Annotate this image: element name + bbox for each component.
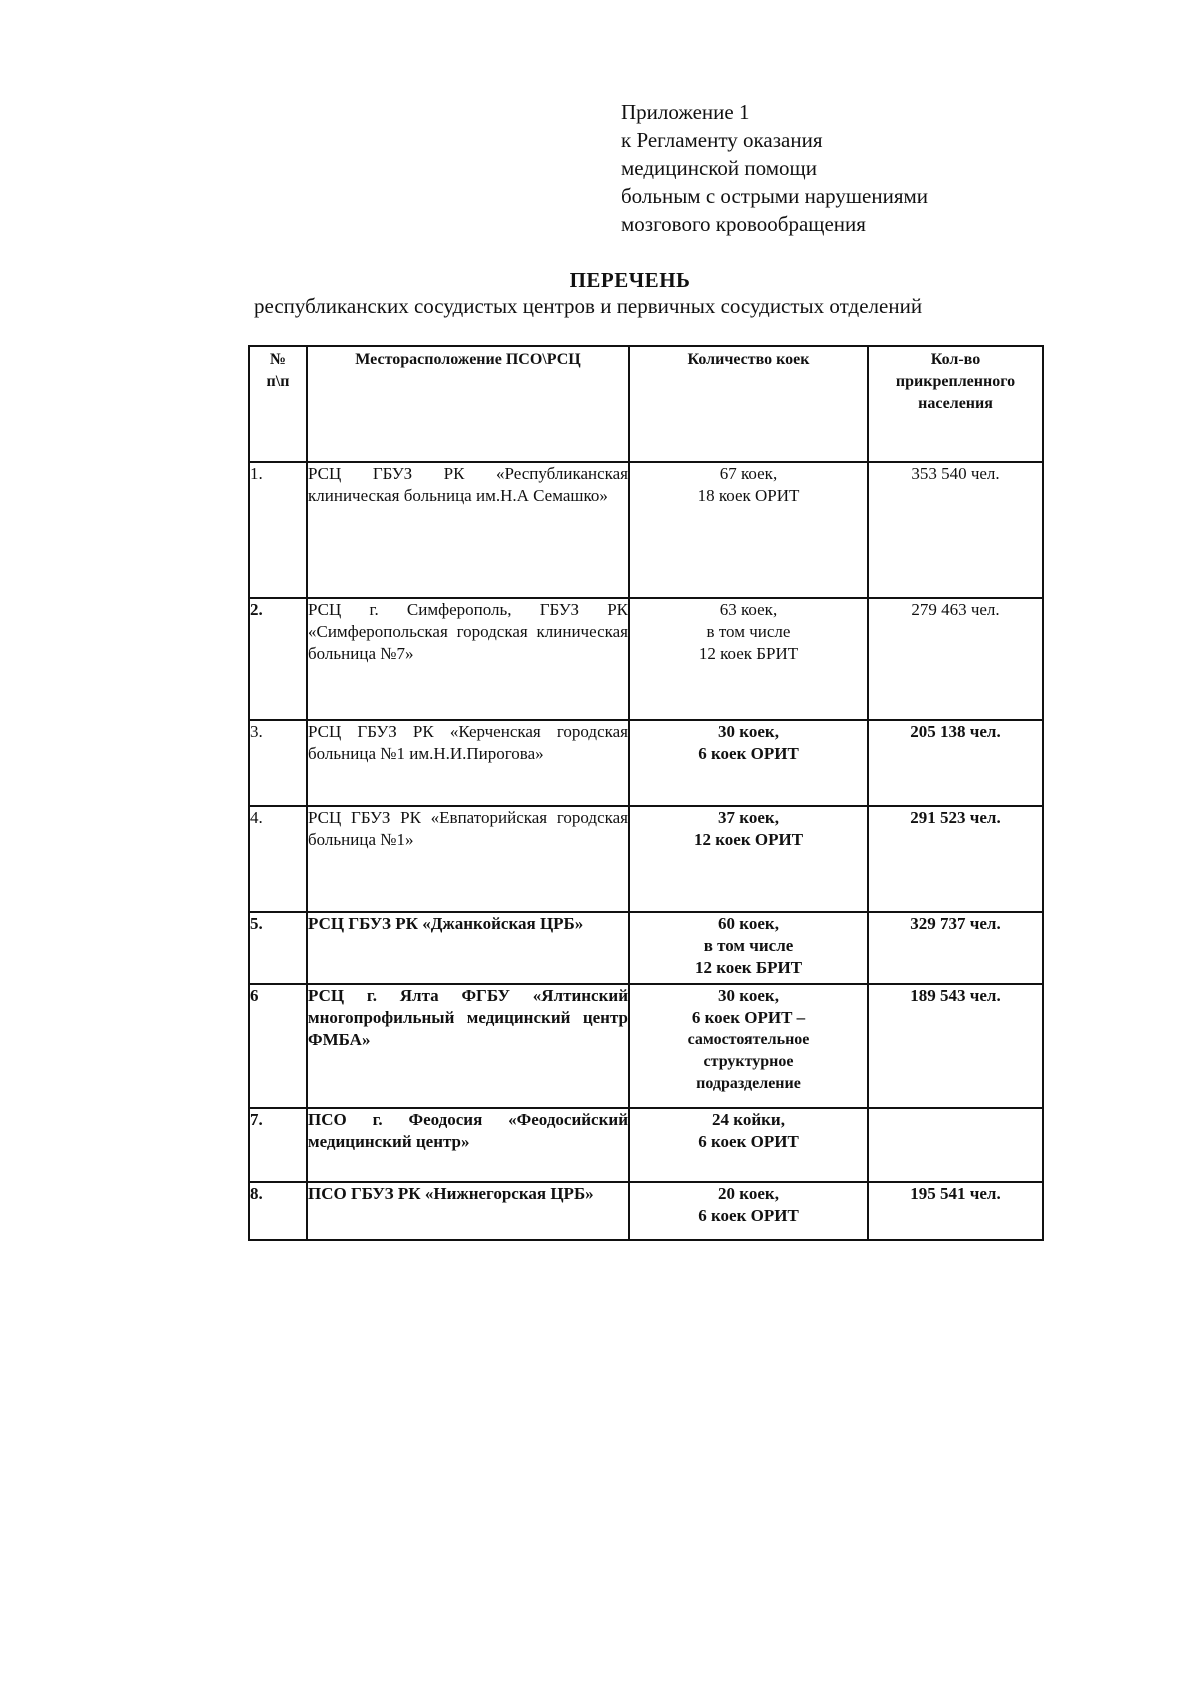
centers-table xyxy=(248,345,1044,1241)
row-population: 189 543 чел. xyxy=(868,984,1043,1108)
table-row xyxy=(249,806,1043,912)
row-number: 2. xyxy=(249,598,307,720)
beds-line: 6 коек ОРИТ xyxy=(698,1132,799,1151)
table-header-row xyxy=(249,346,1043,462)
beds-line: 63 коек, xyxy=(719,600,778,619)
beds-line: в том числе xyxy=(706,622,791,641)
beds-line: 6 коек ОРИТ xyxy=(698,1206,799,1225)
row-beds xyxy=(629,1182,868,1240)
row-beds xyxy=(629,720,868,806)
table-row xyxy=(249,984,1043,1108)
annex-line: больным с острыми нарушениями xyxy=(621,184,929,208)
row-population xyxy=(868,1108,1043,1182)
annex-line: медицинской помощи xyxy=(621,156,817,180)
table-row xyxy=(249,598,1043,720)
table-row xyxy=(249,1108,1043,1182)
header-number-line: № xyxy=(269,351,287,368)
beds-line: 12 коек ОРИТ xyxy=(693,830,804,849)
row-population: 205 138 чел. xyxy=(868,720,1043,806)
row-beds xyxy=(629,1108,868,1182)
row-location: РСЦ ГБУЗ РК «Евпаторийская городская больница №1» xyxy=(307,806,629,912)
table-row xyxy=(249,912,1043,984)
beds-line: 30 коек, xyxy=(718,722,779,741)
row-population: 291 523 чел. xyxy=(868,806,1043,912)
beds-line: 18 коек ОРИТ xyxy=(697,486,800,505)
row-location: РСЦ ГБУЗ РК «Керченская городская больница №1 им.Н.И.Пирогова» xyxy=(307,720,629,806)
beds-line: структурное xyxy=(703,1053,794,1070)
row-location: РСЦ г. Симферополь, ГБУЗ РК «Симферопольская городская клиническая больница №7» xyxy=(307,598,629,720)
beds-line: 12 коек БРИТ xyxy=(698,644,799,663)
header-population-line: населения xyxy=(918,395,993,412)
beds-line: самостоятельное xyxy=(687,1031,810,1048)
row-population: 279 463 чел. xyxy=(868,598,1043,720)
beds-line: 12 коек БРИТ xyxy=(694,958,803,977)
row-population: 195 541 чел. xyxy=(868,1182,1043,1240)
row-number: 5. xyxy=(249,912,307,984)
annex-line: к Регламенту оказания xyxy=(621,128,823,152)
row-number: 4. xyxy=(249,806,307,912)
row-location: РСЦ г. Ялта ФГБУ «Ялтинский многопрофильный медицинский центр ФМБА» xyxy=(307,984,629,1108)
row-location: РСЦ ГБУЗ РК «Джанкойская ЦРБ» xyxy=(307,912,629,984)
row-location: ПСО ГБУЗ РК «Нижнегорская ЦРБ» xyxy=(307,1182,629,1240)
beds-line: 60 коек, xyxy=(718,914,779,933)
row-number: 6 xyxy=(249,984,307,1108)
annex-line: мозгового кровообращения xyxy=(621,212,866,236)
beds-line: подразделение xyxy=(696,1075,801,1092)
table-row xyxy=(249,1182,1043,1240)
header-number-line: п\п xyxy=(266,373,290,390)
row-beds xyxy=(629,806,868,912)
beds-line: в том числе xyxy=(703,936,794,955)
header-population-line: прикрепленного xyxy=(895,373,1016,390)
header-location: Месторасположение ПСО\РСЦ xyxy=(307,346,629,462)
row-number: 3. xyxy=(249,720,307,806)
row-beds xyxy=(629,912,868,984)
header-beds: Количество коек xyxy=(629,346,868,462)
row-population: 329 737 чел. xyxy=(868,912,1043,984)
row-number: 7. xyxy=(249,1108,307,1182)
annex-block xyxy=(621,98,928,238)
beds-line: 67 коек, xyxy=(719,464,778,483)
header-number xyxy=(249,346,307,462)
table-row xyxy=(249,462,1043,598)
annex-line: Приложение 1 xyxy=(621,100,750,124)
table-row xyxy=(249,720,1043,806)
beds-line: 30 коек, xyxy=(718,986,779,1005)
document-subtitle: республиканских сосудистых центров и первичных сосудистых отделений xyxy=(254,294,923,318)
row-location: РСЦ ГБУЗ РК «Республиканская клиническая больница им.Н.А Семашко» xyxy=(307,462,629,598)
beds-line: 37 коек, xyxy=(718,808,779,827)
row-population: 353 540 чел. xyxy=(868,462,1043,598)
row-beds xyxy=(629,462,868,598)
header-population-line: Кол-во xyxy=(930,351,981,368)
beds-line: 6 коек ОРИТ – xyxy=(691,1008,806,1027)
beds-line: 6 коек ОРИТ xyxy=(698,744,799,763)
header-population xyxy=(868,346,1043,462)
row-beds xyxy=(629,598,868,720)
row-beds xyxy=(629,984,868,1108)
row-number: 1. xyxy=(249,462,307,598)
beds-line: 24 койки, xyxy=(712,1110,785,1129)
row-number: 8. xyxy=(249,1182,307,1240)
row-location: ПСО г. Феодосия «Феодосийский медицинский центр» xyxy=(307,1108,629,1182)
document-title: ПЕРЕЧЕНЬ xyxy=(569,268,691,292)
beds-line: 20 коек, xyxy=(718,1184,779,1203)
